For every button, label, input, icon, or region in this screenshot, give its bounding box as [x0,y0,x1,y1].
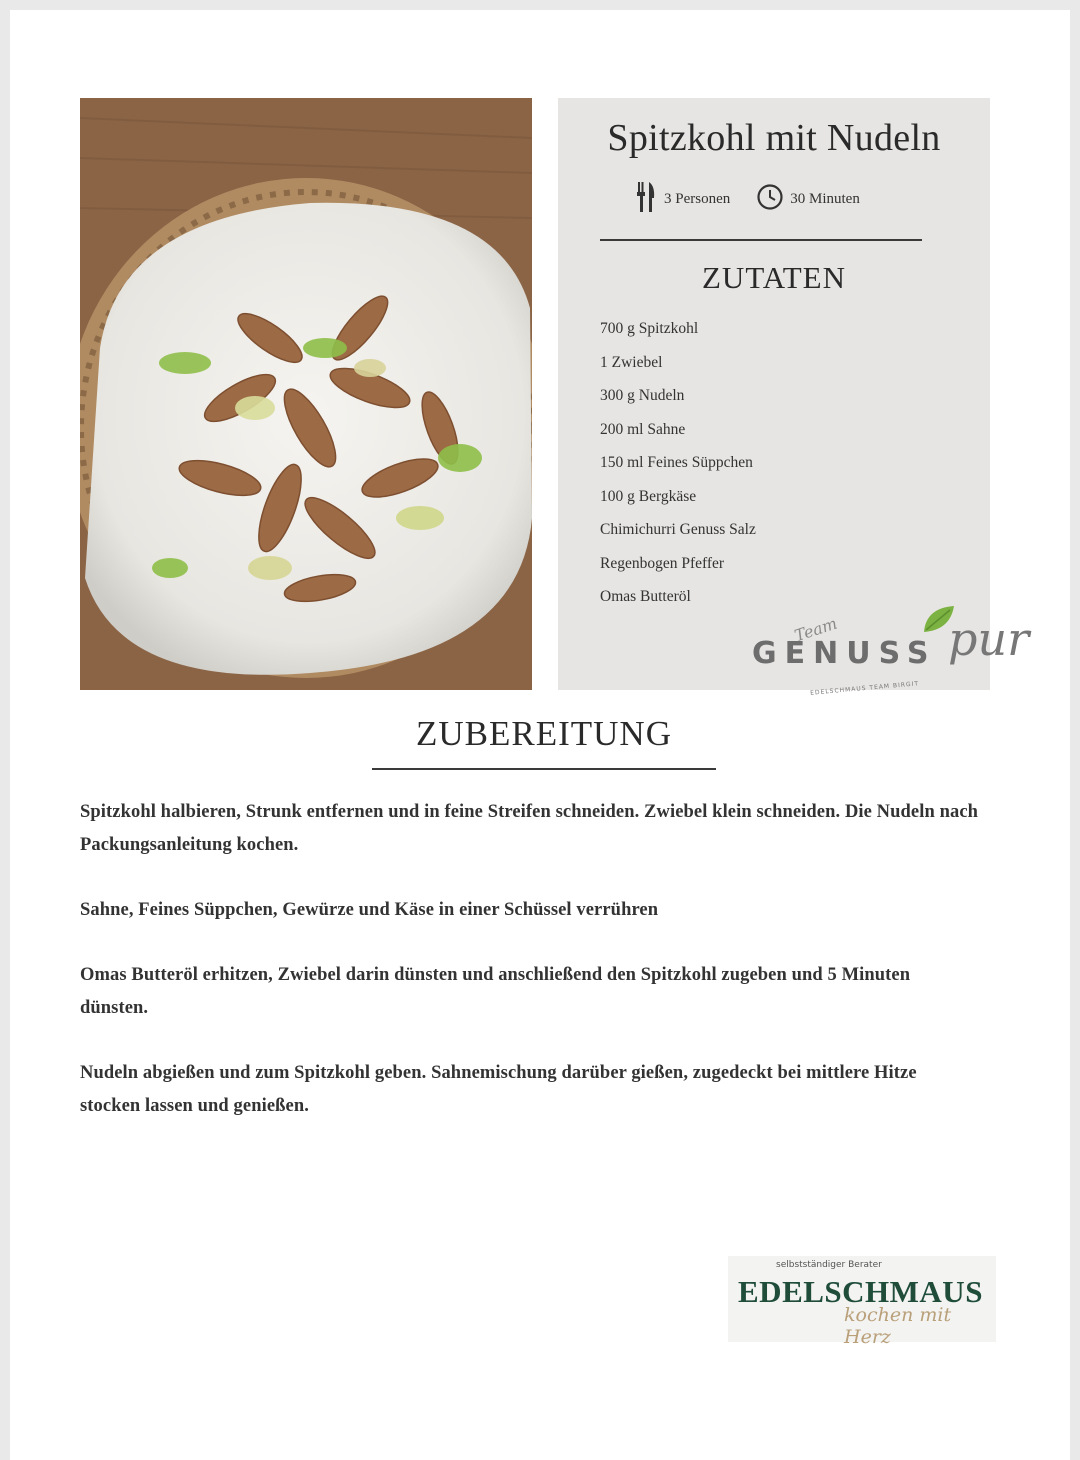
fork-knife-icon [636,180,658,219]
logo-team-text: Team [792,613,840,646]
ingredient-item: 200 ml Sahne [600,420,686,438]
clock-icon [756,183,784,216]
ingredient-item: 700 g Spitzkohl [600,320,699,337]
ingredient-item: 100 g Bergkäse [600,487,697,505]
logo-small-text: selbstständiger Berater [776,1260,882,1270]
duration-label: 30 Minuten [790,191,860,207]
recipe-title: Spitzkohl mit Nudeln [607,117,941,159]
ingredient-item: 1 Zwiebel [600,353,663,371]
recipe-photo [80,98,532,690]
ingredients-heading: ZUTATEN [702,260,846,295]
logo-subtitle: EDELSCHMAUS TEAM BIRGIT [809,680,920,697]
preparation-steps [80,796,980,1155]
preparation-step: Omas Butteröl erhitzen, Zwiebel darin dünsten und anschließend den Spitzkohl zugeben und 5 Minuten dünsten. [80,965,911,1018]
genuss-pur-logo [752,602,1042,702]
duration-info [756,183,860,216]
divider [372,768,716,770]
preparation-step: Sahne, Feines Süppchen, Gewürze und Käse in einer Schüssel verrühren [80,900,659,920]
ingredients-list [600,318,756,620]
ingredient-item: Omas Butteröl [600,588,691,605]
logo-brand-text: EDELSCHMAUS [738,1274,983,1309]
logo-pur-text: pur [948,612,1030,666]
ingredient-item: 300 g Nudeln [600,387,685,404]
edelschmaus-logo [728,1256,996,1348]
servings-label: 3 Personen [664,191,731,207]
ingredient-item: Regenbogen Pfeffer [600,554,725,572]
servings-info [636,180,730,219]
recipe-meta [636,180,886,219]
preparation-step: Nudeln abgießen und zum Spitzkohl geben. Sahnemischung darüber gießen, zugedeckt bei mittlere Hitze stocken lassen und genießen. [80,1063,917,1116]
logo-tagline: kochen mit Herz [844,1304,952,1348]
ingredient-item: 150 ml Feines Süppchen [600,454,753,471]
divider [600,239,922,241]
preparation-heading: ZUBEREITUNG [416,714,672,753]
preparation-step: Spitzkohl halbieren, Strunk entfernen und in feine Streifen schneiden. Zwiebel klein schneiden. Die Nudeln nach Packungsanleitung kochen. [80,802,979,855]
ingredient-item: Chimichurri Genuss Salz [600,521,756,538]
logo-genuss-text: GENUSS [752,636,937,671]
